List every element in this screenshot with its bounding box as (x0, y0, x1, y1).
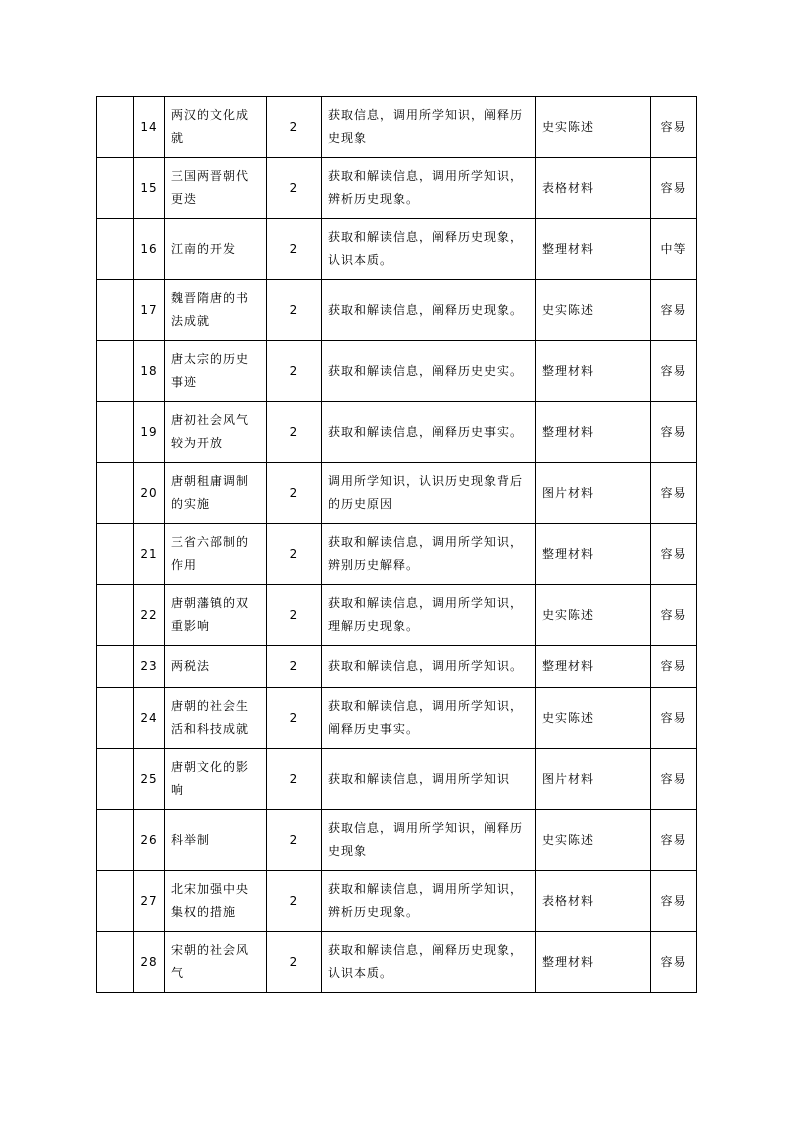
knowledge-point-cell: 三国两晋朝代更迭 (165, 158, 267, 219)
table-row (97, 688, 697, 749)
question-number-cell: 19 (134, 402, 165, 463)
material-type-cell: 整理材料 (536, 341, 651, 402)
table-row (97, 585, 697, 646)
question-number-cell: 28 (134, 932, 165, 993)
question-number-cell: 26 (134, 810, 165, 871)
material-type-cell: 表格材料 (536, 158, 651, 219)
material-type-cell: 史实陈述 (536, 280, 651, 341)
score-cell: 2 (267, 646, 322, 688)
difficulty-cell: 容易 (651, 646, 697, 688)
blank-cell (97, 463, 134, 524)
ability-goal-cell: 获取和解读信息，阐释历史现象，认识本质。 (322, 219, 536, 280)
difficulty-cell: 容易 (651, 585, 697, 646)
score-cell: 2 (267, 932, 322, 993)
difficulty-cell: 容易 (651, 97, 697, 158)
ability-goal-cell: 获取和解读信息，阐释历史事实。 (322, 402, 536, 463)
blank-cell (97, 932, 134, 993)
ability-goal-cell: 获取和解读信息，调用所学知识，辨析历史现象。 (322, 871, 536, 932)
score-cell: 2 (267, 280, 322, 341)
material-type-cell: 史实陈述 (536, 688, 651, 749)
blank-cell (97, 341, 134, 402)
ability-goal-cell: 获取和解读信息，调用所学知识，辨析历史现象。 (322, 158, 536, 219)
table-row (97, 646, 697, 688)
knowledge-point-cell: 两税法 (165, 646, 267, 688)
knowledge-point-cell: 唐初社会风气较为开放 (165, 402, 267, 463)
table-row (97, 749, 697, 810)
table-row (97, 219, 697, 280)
ability-goal-cell: 获取和解读信息，调用所学知识 (322, 749, 536, 810)
question-number-cell: 20 (134, 463, 165, 524)
ability-goal-cell: 获取和解读信息，阐释历史现象。 (322, 280, 536, 341)
knowledge-point-cell: 宋朝的社会风气 (165, 932, 267, 993)
difficulty-cell: 容易 (651, 402, 697, 463)
knowledge-point-cell: 三省六部制的作用 (165, 524, 267, 585)
material-type-cell: 整理材料 (536, 524, 651, 585)
blank-cell (97, 524, 134, 585)
material-type-cell: 整理材料 (536, 646, 651, 688)
score-cell: 2 (267, 341, 322, 402)
question-spec-table (96, 96, 697, 993)
score-cell: 2 (267, 688, 322, 749)
difficulty-cell: 容易 (651, 524, 697, 585)
knowledge-point-cell: 唐太宗的历史事迹 (165, 341, 267, 402)
score-cell: 2 (267, 158, 322, 219)
knowledge-point-cell: 两汉的文化成就 (165, 97, 267, 158)
difficulty-cell: 容易 (651, 749, 697, 810)
material-type-cell: 表格材料 (536, 871, 651, 932)
material-type-cell: 图片材料 (536, 749, 651, 810)
difficulty-cell: 容易 (651, 810, 697, 871)
table-row (97, 871, 697, 932)
blank-cell (97, 97, 134, 158)
knowledge-point-cell: 科举制 (165, 810, 267, 871)
knowledge-point-cell: 江南的开发 (165, 219, 267, 280)
question-number-cell: 22 (134, 585, 165, 646)
table-body (97, 97, 697, 993)
knowledge-point-cell: 魏晋隋唐的书法成就 (165, 280, 267, 341)
question-number-cell: 14 (134, 97, 165, 158)
difficulty-cell: 容易 (651, 688, 697, 749)
difficulty-cell: 容易 (651, 871, 697, 932)
knowledge-point-cell: 唐朝藩镇的双重影响 (165, 585, 267, 646)
table-row (97, 158, 697, 219)
score-cell: 2 (267, 219, 322, 280)
ability-goal-cell: 获取和解读信息，调用所学知识，阐释历史事实。 (322, 688, 536, 749)
ability-goal-cell: 获取信息，调用所学知识，阐释历史现象 (322, 810, 536, 871)
question-number-cell: 25 (134, 749, 165, 810)
ability-goal-cell: 调用所学知识，认识历史现象背后的历史原因 (322, 463, 536, 524)
material-type-cell: 史实陈述 (536, 97, 651, 158)
blank-cell (97, 646, 134, 688)
table-row (97, 402, 697, 463)
table-row (97, 280, 697, 341)
ability-goal-cell: 获取信息，调用所学知识，阐释历史现象 (322, 97, 536, 158)
table-row (97, 932, 697, 993)
question-number-cell: 27 (134, 871, 165, 932)
table-row (97, 341, 697, 402)
score-cell: 2 (267, 463, 322, 524)
difficulty-cell: 容易 (651, 158, 697, 219)
blank-cell (97, 402, 134, 463)
difficulty-cell: 容易 (651, 280, 697, 341)
table-row (97, 810, 697, 871)
knowledge-point-cell: 唐朝租庸调制的实施 (165, 463, 267, 524)
question-number-cell: 23 (134, 646, 165, 688)
material-type-cell: 整理材料 (536, 402, 651, 463)
question-number-cell: 24 (134, 688, 165, 749)
blank-cell (97, 585, 134, 646)
question-number-cell: 16 (134, 219, 165, 280)
table-row (97, 97, 697, 158)
score-cell: 2 (267, 97, 322, 158)
table-row (97, 524, 697, 585)
material-type-cell: 史实陈述 (536, 585, 651, 646)
ability-goal-cell: 获取和解读信息，调用所学知识，理解历史现象。 (322, 585, 536, 646)
blank-cell (97, 749, 134, 810)
material-type-cell: 史实陈述 (536, 810, 651, 871)
blank-cell (97, 871, 134, 932)
question-number-cell: 17 (134, 280, 165, 341)
blank-cell (97, 688, 134, 749)
ability-goal-cell: 获取和解读信息，调用所学知识，辨别历史解释。 (322, 524, 536, 585)
score-cell: 2 (267, 402, 322, 463)
question-number-cell: 18 (134, 341, 165, 402)
blank-cell (97, 280, 134, 341)
score-cell: 2 (267, 524, 322, 585)
blank-cell (97, 158, 134, 219)
score-cell: 2 (267, 585, 322, 646)
table-row (97, 463, 697, 524)
knowledge-point-cell: 唐朝的社会生活和科技成就 (165, 688, 267, 749)
knowledge-point-cell: 唐朝文化的影响 (165, 749, 267, 810)
ability-goal-cell: 获取和解读信息，阐释历史史实。 (322, 341, 536, 402)
score-cell: 2 (267, 810, 322, 871)
material-type-cell: 整理材料 (536, 219, 651, 280)
blank-cell (97, 219, 134, 280)
score-cell: 2 (267, 749, 322, 810)
ability-goal-cell: 获取和解读信息，阐释历史现象，认识本质。 (322, 932, 536, 993)
material-type-cell: 图片材料 (536, 463, 651, 524)
score-cell: 2 (267, 871, 322, 932)
blank-cell (97, 810, 134, 871)
knowledge-point-cell: 北宋加强中央集权的措施 (165, 871, 267, 932)
question-number-cell: 21 (134, 524, 165, 585)
question-number-cell: 15 (134, 158, 165, 219)
ability-goal-cell: 获取和解读信息，调用所学知识。 (322, 646, 536, 688)
difficulty-cell: 容易 (651, 463, 697, 524)
difficulty-cell: 容易 (651, 341, 697, 402)
material-type-cell: 整理材料 (536, 932, 651, 993)
difficulty-cell: 容易 (651, 932, 697, 993)
difficulty-cell: 中等 (651, 219, 697, 280)
